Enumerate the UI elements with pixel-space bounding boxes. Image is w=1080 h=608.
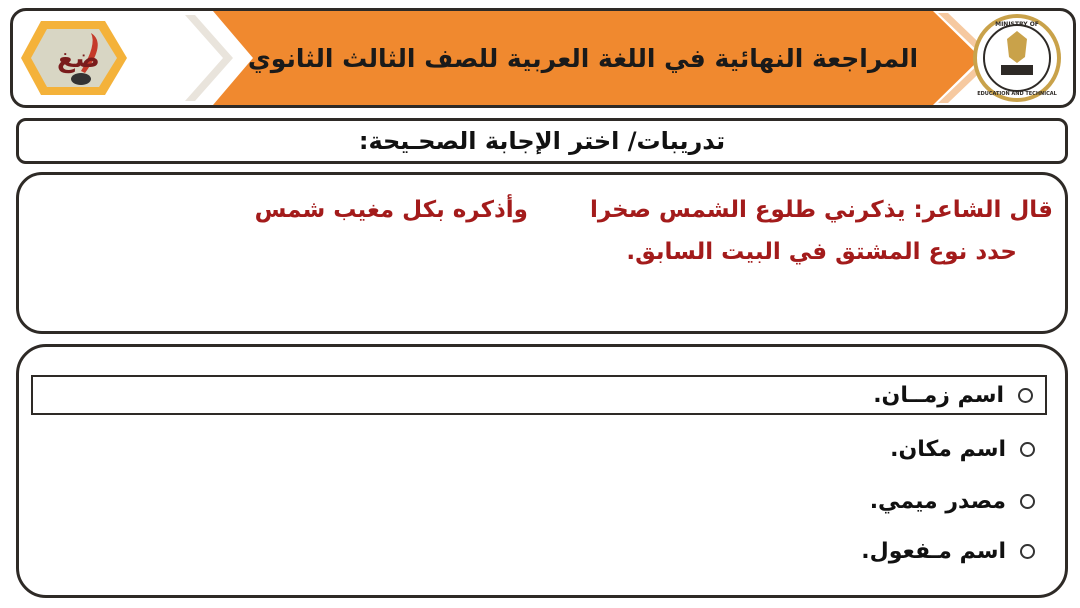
exercise-heading: تدريبات/ اختر الإجابة الصحـيحة:	[16, 118, 1068, 164]
ministry-seal-icon	[971, 13, 1063, 103]
radio-icon[interactable]	[1020, 494, 1035, 509]
svg-text:ضغ: ضغ	[57, 44, 100, 74]
radio-icon[interactable]	[1020, 544, 1035, 559]
question-instruction: حدد نوع المشتق في البيت السابق.	[626, 239, 1017, 265]
option-label: مصدر ميمي.	[869, 488, 1006, 514]
radio-icon[interactable]	[1018, 388, 1033, 403]
option-4[interactable]	[31, 531, 1047, 571]
option-2[interactable]	[31, 429, 1047, 469]
verse-line	[255, 197, 1053, 223]
verse-first-half: قال الشاعر: يذكرني طلوع الشمس صخرا	[589, 197, 1053, 223]
verse-second-half: وأذكره بكل مغيب شمس	[254, 197, 528, 223]
question-panel	[16, 172, 1068, 334]
option-label: اسم زمــان.	[873, 382, 1004, 408]
option-1[interactable]	[31, 375, 1047, 415]
svg-text:EDUCATION AND TECHNICAL: EDUCATION AND TECHNICAL	[977, 91, 1057, 97]
option-3[interactable]	[31, 481, 1047, 521]
option-label: اسم مكان.	[890, 436, 1006, 462]
svg-text:MINISTRY OF: MINISTRY OF	[995, 21, 1039, 28]
options-panel	[16, 344, 1068, 598]
header-banner	[10, 8, 1076, 108]
option-label: اسم مـفعول.	[861, 538, 1006, 564]
quill-logo-icon	[19, 15, 129, 101]
page-title: المراجعة النهائية في اللغة العربية للصف الثالث الثانوي	[247, 43, 919, 73]
radio-icon[interactable]	[1020, 442, 1035, 457]
